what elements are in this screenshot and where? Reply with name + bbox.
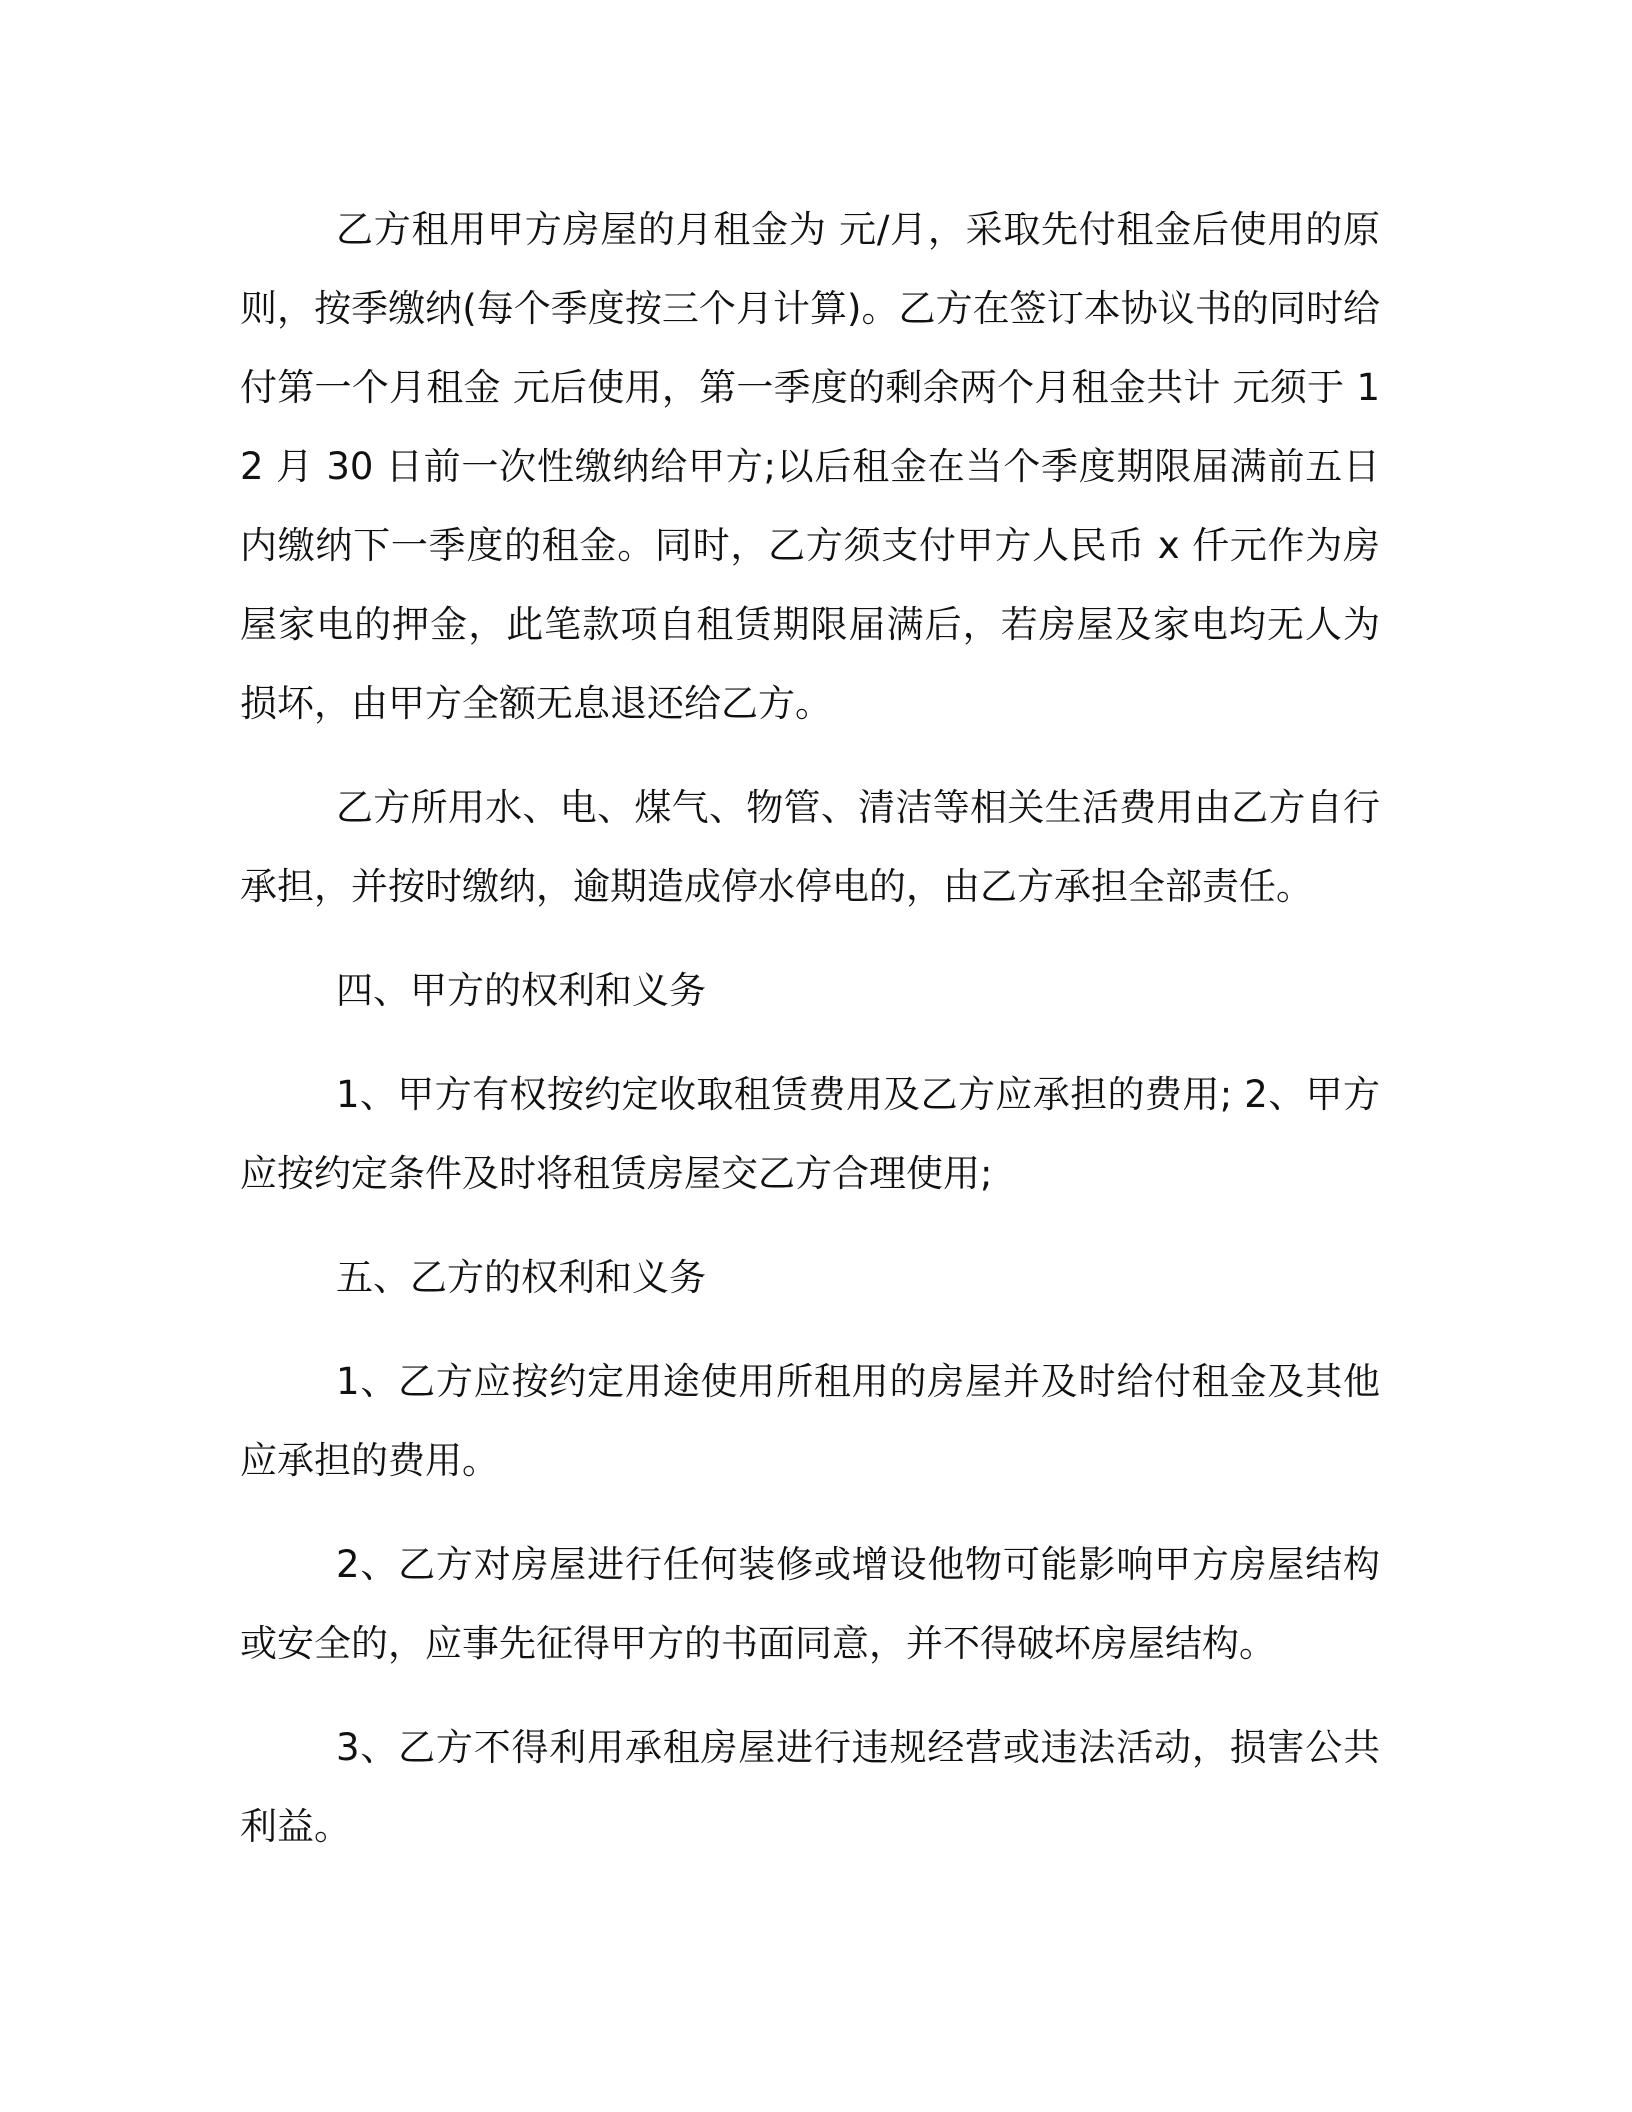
section-heading-party-a: 四、甲方的权利和义务 [336,969,706,1012]
living-expenses-paragraph: 乙方所用水、电、煤气、物管、清洁等相关生活费用由乙方自行承担，并按时缴纳，逾期造成停水停电的，由乙方承担全部责任。 [240,786,1380,908]
rent-payment-paragraph: 乙方租用甲方房屋的月租金为 元/月，采取先付租金后使用的原则，按季缴纳(每个季度按三个月计算)。乙方在签订本协议书的同时给付第一个月租金 元后使用，第一季度的剩余两个月租金共计 元须于 12 月 30 日前一次性缴纳给甲方;以后租金在当个季度期限届满前五日内缴纳下一季度的租金。同时，乙方须支付甲方人民币 x 仟元作为房屋家电的押金，此笔款项自租赁期限届满后，若房屋及家电均无人为损坏，由甲方全额无息退还给乙方。 [240,208,1380,725]
party-a-clause-1-2: 1、甲方有权按约定收取租赁费用及乙方应承担的费用; 2、甲方应按约定条件及时将租赁房屋交乙方合理使用; [240,1073,1380,1195]
document-page [240,190,1380,1891]
party-b-clause-2: 2、乙方对房屋进行任何装修或增设他物可能影响甲方房屋结构或安全的，应事先征得甲方的书面同意，并不得破坏房屋结构。 [240,1543,1380,1665]
party-b-clause-3: 3、乙方不得利用承租房屋进行违规经营或违法活动，损害公共利益。 [240,1726,1380,1848]
section-heading-party-b: 五、乙方的权利和义务 [336,1256,706,1299]
party-b-clause-1: 1、乙方应按约定用途使用所租用的房屋并及时给付租金及其他应承担的费用。 [240,1360,1380,1482]
